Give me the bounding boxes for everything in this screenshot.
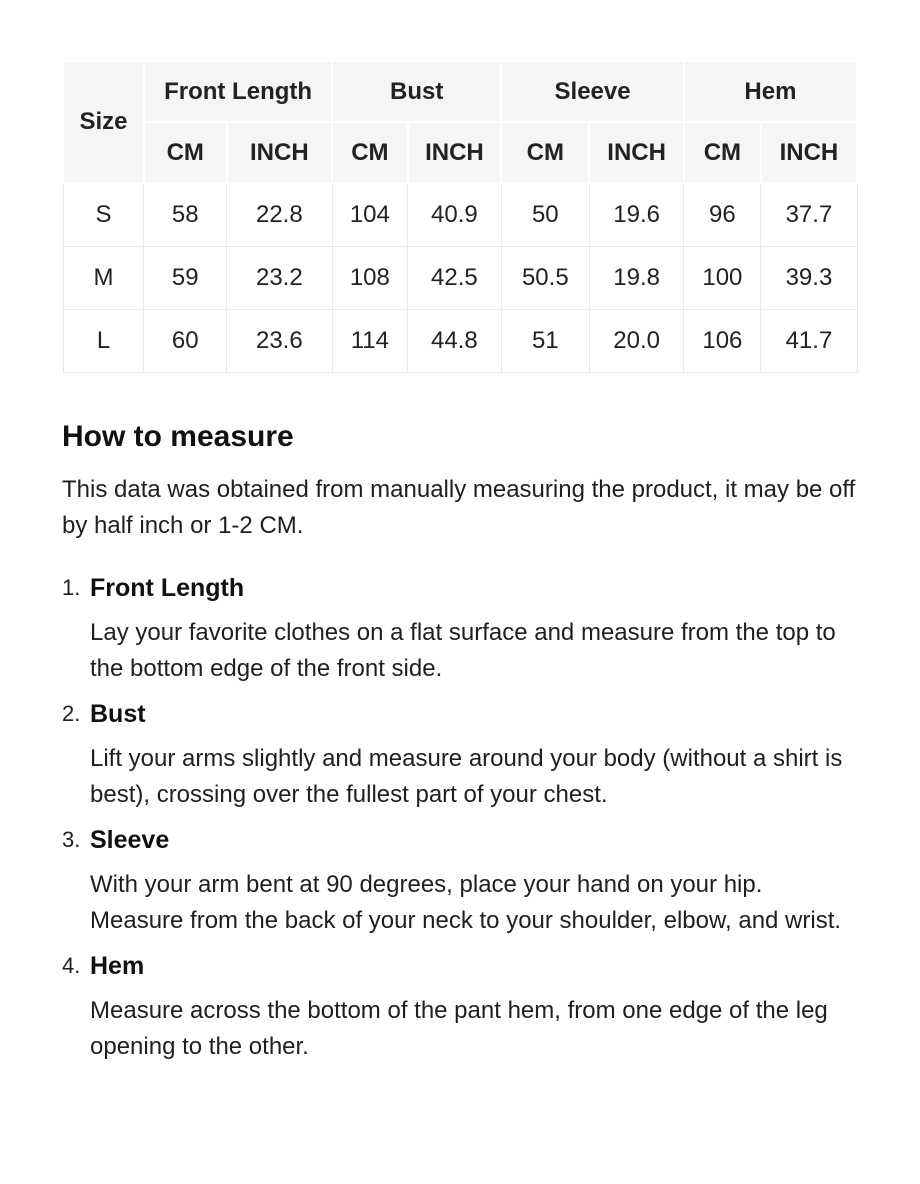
list-item-front-length [62, 570, 858, 687]
value-cell: 23.2 [227, 246, 333, 309]
column-header-bust: Bust [332, 61, 501, 122]
unit-header-inch: INCH [408, 122, 502, 183]
value-cell: 58 [144, 183, 227, 246]
measure-instruction-list [62, 570, 858, 1065]
value-cell: 37.7 [761, 183, 857, 246]
list-item-number: 1. [62, 574, 81, 600]
size-chart-table [62, 60, 858, 373]
how-to-measure-intro: This data was obtained from manually measuring the product, it may be off by half inch or 1-2 CM. [62, 475, 856, 539]
value-cell: 50.5 [501, 246, 589, 309]
column-header-size: Size [63, 61, 144, 183]
value-cell: 100 [684, 246, 761, 309]
list-item-number: 4. [62, 952, 81, 978]
column-header-hem: Hem [684, 61, 857, 122]
table-row-size-s [63, 183, 857, 246]
size-cell: S [63, 183, 144, 246]
value-cell: 23.6 [227, 309, 333, 372]
column-header-sleeve: Sleeve [501, 61, 684, 122]
unit-header-inch: INCH [761, 122, 857, 183]
unit-header-cm: CM [684, 122, 761, 183]
unit-header-inch: INCH [589, 122, 683, 183]
value-cell: 40.9 [408, 183, 502, 246]
list-item-bust [62, 696, 858, 813]
value-cell: 50 [501, 183, 589, 246]
unit-header-inch: INCH [227, 122, 333, 183]
value-cell: 51 [501, 309, 589, 372]
header-group-row [63, 61, 857, 122]
list-item-title: Sleeve [90, 825, 170, 854]
unit-header-cm: CM [144, 122, 227, 183]
value-cell: 42.5 [408, 246, 502, 309]
size-chart-header [63, 61, 857, 183]
list-item-title: Bust [90, 699, 146, 728]
value-cell: 108 [332, 246, 407, 309]
value-cell: 22.8 [227, 183, 333, 246]
size-cell: L [63, 309, 144, 372]
list-item-number: 2. [62, 700, 81, 726]
value-cell: 19.8 [589, 246, 683, 309]
list-item-title: Hem [90, 951, 145, 980]
size-cell: M [63, 246, 144, 309]
value-cell: 20.0 [589, 309, 683, 372]
value-cell: 19.6 [589, 183, 683, 246]
list-item-description: Lay your favorite clothes on a flat surface and measure from the top to the bottom edge of the front side. [90, 618, 836, 682]
list-item-sleeve [62, 822, 858, 939]
list-item-title: Front Length [90, 573, 245, 602]
list-item-description: Lift your arms slightly and measure around your body (without a shirt is best), crossing over the fullest part of your chest. [90, 744, 843, 808]
value-cell: 59 [144, 246, 227, 309]
value-cell: 41.7 [761, 309, 857, 372]
header-units-row [63, 122, 857, 183]
unit-header-cm: CM [332, 122, 407, 183]
table-row-size-m [63, 246, 857, 309]
value-cell: 114 [332, 309, 407, 372]
table-row-size-l [63, 309, 857, 372]
list-item-hem [62, 948, 858, 1065]
value-cell: 104 [332, 183, 407, 246]
value-cell: 96 [684, 183, 761, 246]
column-header-front-length: Front Length [144, 61, 332, 122]
list-item-description: Measure across the bottom of the pant hem, from one edge of the leg opening to the other. [90, 996, 828, 1060]
list-item-number: 3. [62, 826, 81, 852]
value-cell: 44.8 [408, 309, 502, 372]
how-to-measure-heading: How to measure [62, 419, 294, 453]
value-cell: 106 [684, 309, 761, 372]
value-cell: 39.3 [761, 246, 857, 309]
list-item-description: With your arm bent at 90 degrees, place your hand on your hip. Measure from the back of your neck to your shoulder, elbow, and wrist. [90, 870, 842, 934]
value-cell: 60 [144, 309, 227, 372]
unit-header-cm: CM [501, 122, 589, 183]
